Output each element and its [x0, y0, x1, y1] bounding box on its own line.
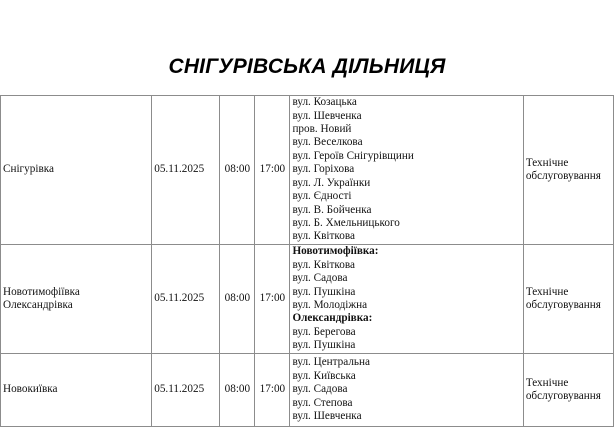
reason-cell: Технічне обслуговування	[523, 354, 613, 427]
table-row	[1, 245, 614, 354]
settlement-subheading: Новотимофіївка:	[292, 245, 379, 258]
start-time-cell: 08:00	[220, 354, 255, 427]
street-name: вул. Пушкіна	[292, 339, 356, 352]
date-cell: 05.11.2025	[152, 354, 220, 427]
street-name: вул. Центральна	[292, 356, 370, 369]
street-name: вул. Б. Хмельницького	[292, 216, 400, 229]
street-name: вул. Пушкіна	[292, 285, 356, 298]
street-name: вул. Квіткова	[292, 258, 355, 271]
start-time-cell: 08:00	[220, 96, 255, 245]
end-time-cell: 17:00	[255, 96, 290, 245]
schedule-body	[1, 96, 614, 427]
street-name: вул. Садова	[292, 272, 348, 285]
date-cell: 05.11.2025	[152, 96, 220, 245]
outage-schedule-table	[0, 95, 614, 427]
settlement-name: Олександрівка	[3, 299, 73, 311]
end-time-cell: 17:00	[255, 245, 290, 354]
street-name: вул. Київська	[292, 369, 356, 382]
table-row	[1, 96, 614, 245]
street-name: вул. Козацька	[292, 96, 357, 109]
reason-cell: Технічне обслуговування	[523, 96, 613, 245]
settlement-cell	[1, 96, 152, 245]
settlement-name: Новотимофіївка	[3, 285, 80, 298]
street-name: вул. Єдності	[292, 190, 352, 203]
street-name: вул. Героїв Снігурівщини	[292, 149, 414, 162]
street-name: вул. Берегова	[292, 325, 356, 338]
street-name: пров. Новий	[292, 123, 352, 136]
street-name: вул. Шевченка	[292, 109, 362, 122]
street-name: вул. Степова	[292, 396, 353, 409]
settlement-name: Снігурівка	[3, 163, 54, 176]
settlement-subheading: Олександрівка:	[292, 312, 373, 325]
settlement-cell	[1, 245, 152, 354]
street-name: вул. Шевченка	[292, 410, 362, 423]
street-name: вул. Молодіжна	[292, 299, 368, 311]
date-cell: 05.11.2025	[152, 245, 220, 354]
reason-cell: Технічне обслуговування	[523, 245, 613, 354]
table-row	[1, 354, 614, 427]
streets-cell	[290, 245, 523, 354]
page-title: СНІГУРІВСЬКА ДІЛЬНИЦЯ	[168, 55, 446, 78]
settlement-name: Новокиївка	[3, 383, 58, 396]
street-name: вул. Квіткова	[292, 230, 355, 243]
street-name: вул. Веселкова	[292, 136, 363, 149]
street-name: вул. Л. Українки	[292, 176, 371, 189]
streets-cell	[290, 354, 523, 427]
settlement-cell	[1, 354, 152, 427]
end-time-cell: 17:00	[255, 354, 290, 427]
streets-cell	[290, 96, 523, 245]
start-time-cell: 08:00	[220, 245, 255, 354]
street-name: вул. В. Бойченка	[292, 203, 372, 216]
street-name: вул. Садова	[292, 383, 348, 396]
street-name: вул. Горіхова	[292, 163, 355, 176]
